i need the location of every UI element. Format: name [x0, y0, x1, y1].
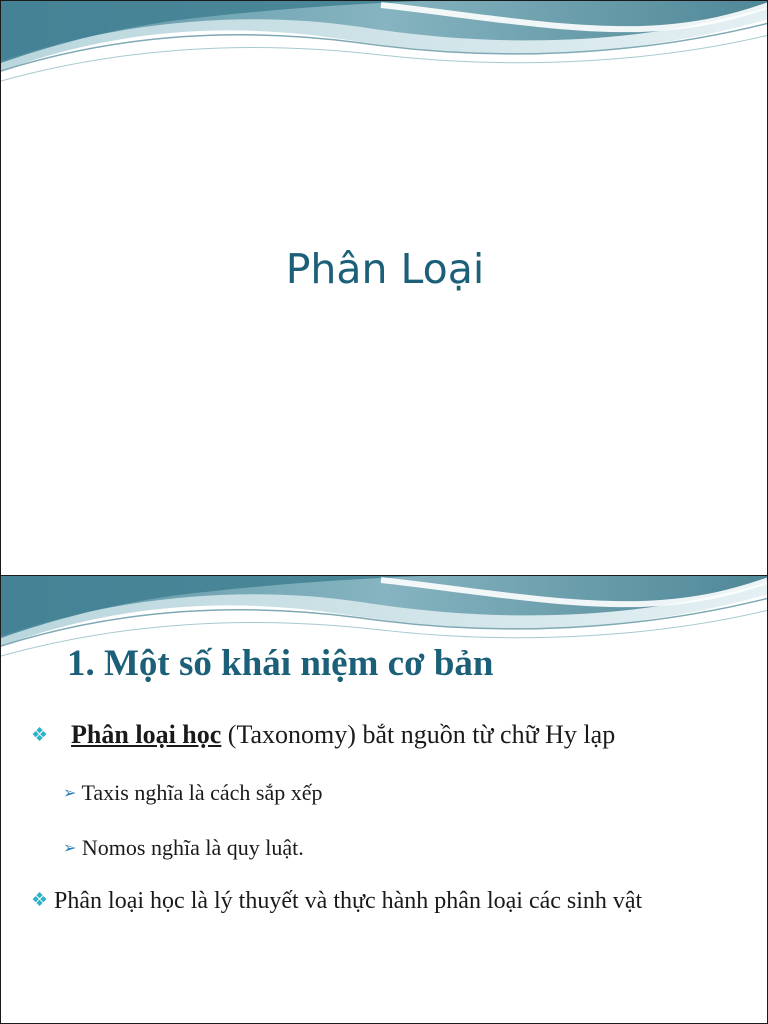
slide-2 [0, 575, 768, 1024]
arrow-bullet-icon: ➢ [63, 785, 77, 802]
sub-item-text: Nomos nghĩa là quy luật. [81, 835, 304, 860]
section-heading: 1. Một số khái niệm cơ bản [67, 643, 494, 684]
diamond-bullet-icon: ❖ [31, 725, 49, 746]
sub-item-taxis [63, 780, 323, 806]
sub-item-text: Taxis nghĩa là cách sắp xếp [81, 780, 323, 805]
slide-title: Phân Loại [285, 245, 485, 293]
bullet-definition [31, 888, 642, 915]
bullet-taxonomy-text: (Taxonomy) bắt nguồn từ chữ Hy lạp [221, 720, 616, 749]
sub-item-nomos [63, 835, 304, 861]
wave-header-decoration [1, 1, 768, 101]
term-taxonomy: Phân loại học [71, 720, 222, 749]
bullet-taxonomy [31, 720, 615, 750]
arrow-bullet-icon: ➢ [63, 840, 77, 857]
diamond-bullet-icon: ❖ [31, 890, 49, 911]
bullet-definition-text: Phân loại học là lý thuyết và thực hành phân loại các sinh vật [54, 888, 643, 914]
